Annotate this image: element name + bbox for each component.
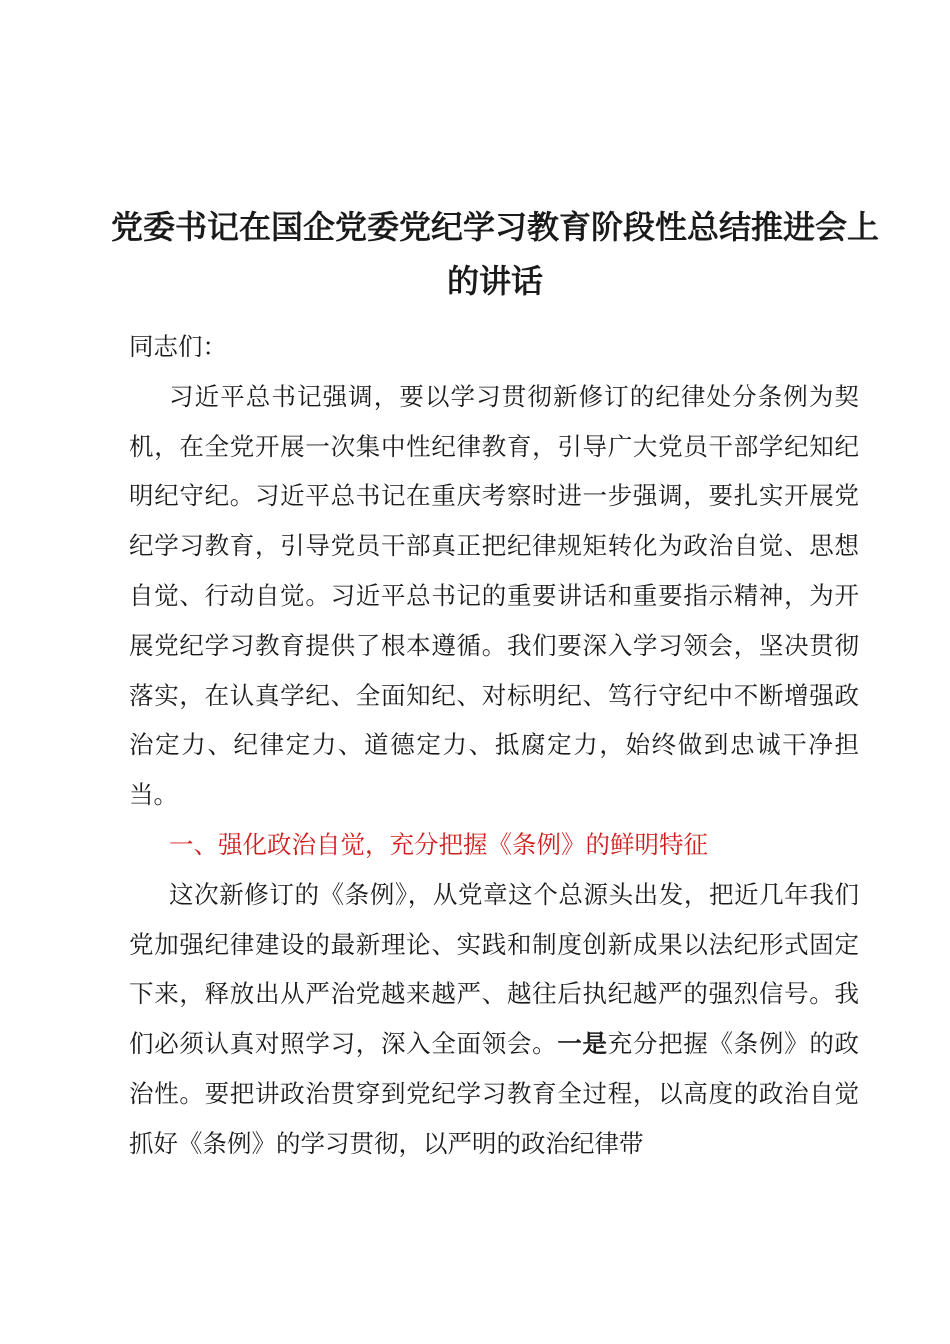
document-title: 党委书记在国企党委党纪学习教育阶段性总结推进会上的讲话 xyxy=(110,208,879,300)
emphasis-first-point: 一是 xyxy=(557,1029,608,1059)
document-body xyxy=(129,322,859,1169)
paragraph-intro: 习近平总书记强调，要以学习贯彻新修订的纪律处分条例为契机，在全党开展一次集中性纪律教育，引导广大党员干部学纪知纪明纪守纪。习近平总书记在重庆考察时进一步强调，要扎实开展党纪学习教育，引导党员干部真正把纪律规矩转化为政治自觉、思想自觉、行动自觉。习近平总书记的重要讲话和重要指示精神，为开展党纪学习教育提供了根本遵循。我们要深入学习领会，坚决贯彻落实，在认真学纪、全面知纪、对标明纪、笃行守纪中不断增强政治定力、纪律定力、道德定力、抵腐定力，始终做到忠诚干净担当。 xyxy=(129,381,859,810)
salutation: 同志们： xyxy=(129,332,227,361)
paragraph-text: 这次新修订的《条例》，从党章这个总源头出发，把近几年我们党加强纪律建设的最新理论、实践和制度创新成果以法纪形式固定下来，释放出从严治党越来越严、越往后执纪越严的强烈信号。我们必须认真对照学习，深入全面领会。 xyxy=(129,879,859,1059)
paragraph-text-continued: 充分把握《条例》的政治性。要把讲政治贯穿到党纪学习教育全过程，以高度的政治自觉抓好《条例》的学习贯彻，以严明的政治纪律带 xyxy=(129,1029,860,1158)
section-heading-1: 一、强化政治自觉，充分把握《条例》的鲜明特征 xyxy=(169,829,708,859)
paragraph-section-1 xyxy=(129,870,859,1169)
